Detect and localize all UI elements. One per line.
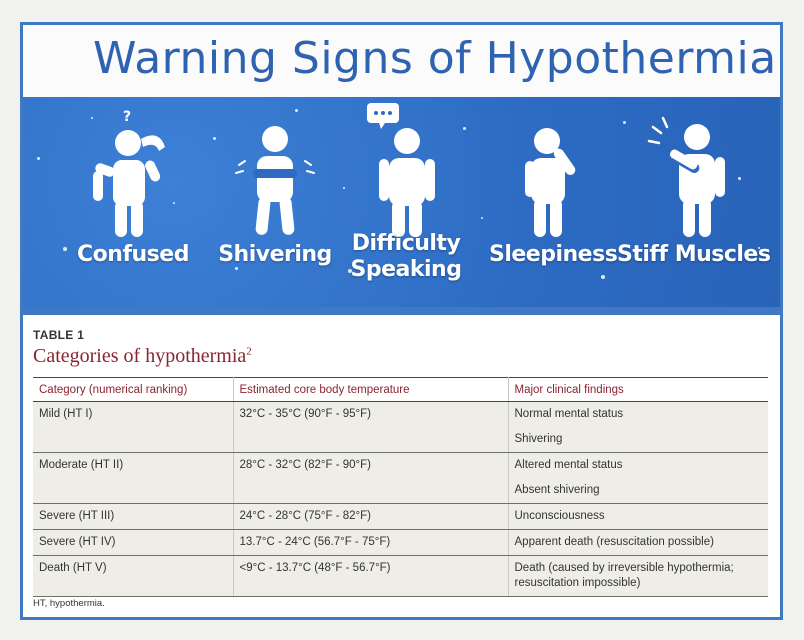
category-cell: Mild (HT I) [33,402,233,453]
findings-cell [508,556,768,597]
category-cell: Severe (HT IV) [33,530,233,556]
sign-label-line-2: Speaking [350,257,462,282]
findings-cell [508,453,768,504]
poster-title-band [23,25,780,101]
table-title [33,345,252,368]
column-header-category: Category (numerical ranking) [33,378,233,402]
table-title-text: Categories of hypothermia [33,345,247,367]
snow-speck [481,217,483,219]
hypothermia-poster [23,25,780,307]
sign-label-difficulty-speaking [345,231,467,283]
sign-label-shivering: Shivering [218,242,332,267]
shivering-person-icon [215,99,335,239]
category-cell: Death (HT V) [33,556,233,597]
findings-cell [508,530,768,556]
category-cell: Severe (HT III) [33,504,233,530]
table-row [33,504,768,530]
table-section [23,315,780,617]
poster-title: Warning Signs of Hypothermia [93,33,777,84]
finding-text: Shivering [514,433,563,445]
hypothermia-table [33,377,768,597]
stiff-person-icon [617,99,767,239]
finding-text: Absent shivering [514,484,600,496]
finding-text: Altered mental status [514,459,623,471]
sign-sleepiness [489,97,618,307]
snow-speck [63,247,67,251]
sign-label-confused: Confused [77,242,189,267]
temperature-cell: 28°C - 32°C (82°F - 90°F) [233,453,508,504]
findings-cell [508,504,768,530]
finding-text: Death (caused by irreversible hypothermia; resuscitation impossible) [514,562,734,589]
sign-label-sleepiness: Sleepiness [489,242,618,267]
findings-cell [508,402,768,453]
finding-text: Normal mental status [514,408,624,420]
document-frame [20,22,783,620]
temperature-cell: 24°C - 28°C (75°F - 82°F) [233,504,508,530]
temperature-cell: 32°C - 35°C (90°F - 95°F) [233,402,508,453]
table-footnote: HT, hypothermia. [33,598,105,609]
finding-text: Apparent death (resuscitation possible) [514,536,714,548]
sign-shivering [215,97,335,307]
speaking-person-icon [345,99,467,239]
category-cell: Moderate (HT II) [33,453,233,504]
svg-text:?: ? [123,109,132,125]
finding-text: Unconsciousness [514,510,605,522]
table-title-superscript: 2 [246,345,252,358]
table-row [33,402,768,453]
confused-person-icon [73,99,193,239]
table-row [33,556,768,597]
temperature-cell: 13.7°C - 24°C (56.7°F - 75°F) [233,530,508,556]
sleepy-person-icon [489,99,609,239]
table-row [33,453,768,504]
table-header-row [33,378,768,402]
sign-label-stiff-muscles: Stiff Muscles [617,242,771,267]
warning-signs-band [23,97,780,307]
sign-difficulty-speaking [345,97,467,307]
sign-stiff-muscles [617,97,771,307]
sign-confused [73,97,193,307]
temperature-cell: <9°C - 13.7°C (48°F - 56.7°F) [233,556,508,597]
table-label: TABLE 1 [33,328,85,342]
column-header-temperature: Estimated core body temperature [233,378,508,402]
section-divider [23,307,780,315]
table-row [33,530,768,556]
column-header-findings: Major clinical findings [508,378,768,402]
sign-label-line-1: Difficulty [351,231,461,256]
snow-speck [37,157,40,160]
